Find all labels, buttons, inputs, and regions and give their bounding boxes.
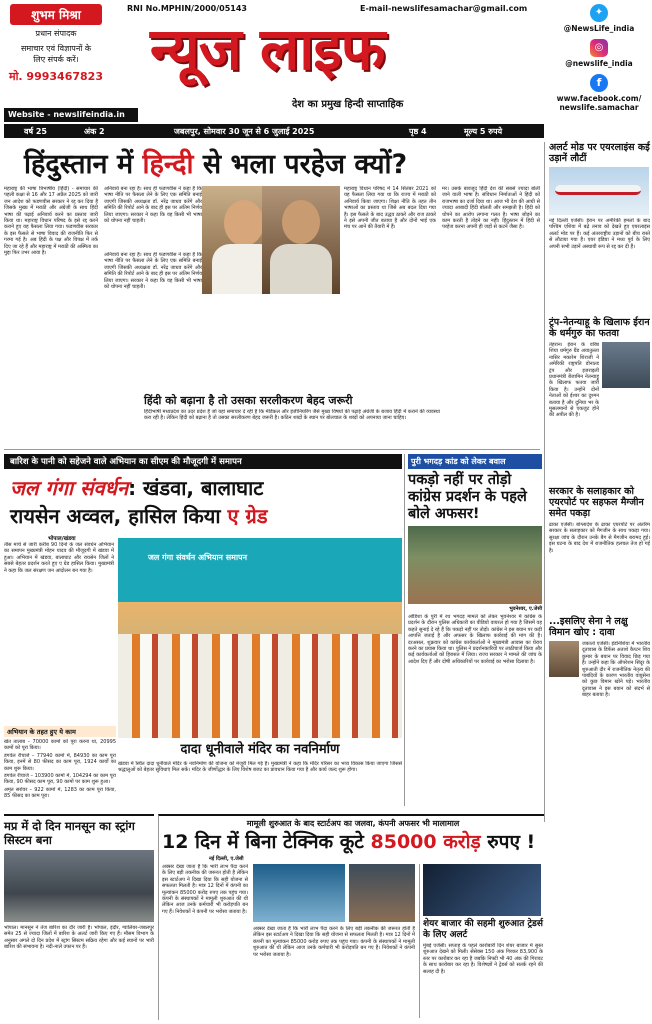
lead-col4: मर। उसके बावजूद हिंदी देश की सबसे ज्यादा बोली जाने वाली भाषा है। संविधान निर्माताओं ने हिंदी को राजभाषा का दर्जा दिया था। आज भी देश की आधी से ज्यादा आबादी हिंदी बोलती और समझती है। हिंदी को थोपने का आरोप लगाना गलत है। भाषा जोड़ने का काम करती है तोड़ने का नहीं। हिंदुस्तान में हिंदी से परहेज करना अपनी ही जड़ों से कटने जैसा है। — [442, 186, 540, 231]
jal-box — [4, 726, 116, 806]
jal-headline-a: जल गंगा संवर्धन — [10, 476, 129, 500]
startup-strap: मामूली शुरुआत के बाद स्टार्टअप का जलवा, कंपनी अफसर भी मालामाल — [246, 819, 460, 828]
email: E-mail-newslifesamachar@gmail.com — [360, 4, 528, 13]
airport-headline: सरकार के सलाहकार को एयरपोर्ट पर सहफल मैग्जीन समेत पकड़ा — [549, 486, 644, 519]
contact-line1: समाचार एवं विज्ञापनों के — [20, 44, 92, 53]
startup-text2: अक्सर देखा जाता है कि भारी लाभ पैदा करने के लिए बड़ी तकनीक की जरूरत होती है लेकिन इस स्टार्टअप ने दिखा दिया कि सही योजना से सफलता मिलती है। मात्र 12 दिनों में कंपनी का मूल्यांकन 85000 करोड़ रुपए तक पहुंच गया। कंपनी के संस्थापकों ने मामूली शुरुआत की थी लेकिन आज उनके कर्मचारी भी करोड़पति बन गए हैं। निवेशकों ने कंपनी पर भरोसा जताया है। — [253, 926, 415, 958]
startup-text: अक्सर देखा जाता है कि भारी लाभ पैदा करने के लिए बड़ी तकनीक की जरूरत होती है लेकिन इस स्टार्टअप ने दिखा दिया कि सही योजना से सफलता मिलती है। मात्र 12 दिनों में कंपनी का मूल्यांकन 85000 करोड़ रुपए तक पहुंच गया। कंपनी के संस्थापकों ने मामूली शुरुआत की थी लेकिन आज उनके कर्मचारी भी करोड़पति बन गए हैं। निवेशकों ने कंपनी पर भरोसा जताया है। — [162, 864, 248, 915]
monsoon-text: भोपाल। मानसून ने तेज बारिश का दौर जारी है। भोपाल, इंदौर, ग्वालियर-जबलपुर समेत 25 से ज्यादा जिलों में बारिश के अलर्ट जारी किए गए हैं। मौसम विभाग के अनुसार अगले दो दिन प्रदेश में स्ट्रांग सिस्टम सक्रिय रहेगा और कई स्थानों पर भारी बारिश की संभावना है। नदी-नाले उफान पर हैं। — [4, 925, 154, 951]
instagram-handle[interactable]: @newslife_india — [565, 59, 633, 68]
date: जबलपुर, सोमवार 30 जून से 6 जुलाई 2025 — [174, 127, 315, 136]
jal-text: तीस मार्च से जारी करीब 90 दिनों के जल संवर्धन अभियान का समापन मुख्यमंत्री मोहन यादव की मौजूदगी में खंडवा में हुआ। अभियान में खंडवा, बालाघाट और रायसेन जिलों ने सबसे बेहतर प्रदर्शन करते हुए ए ग्रेड हासिल किया। मुख्यमंत्री ने कहा कि जल संरक्षण जन आंदोलन बन गया है। — [4, 542, 114, 574]
lead-story — [4, 142, 540, 450]
jal-box-item: खेत तालाब – 70000 कामों को पूरा करना था, 20995 कामों को पूरा किया। — [4, 739, 116, 752]
lead-headline-hindi: हिन्दी — [142, 149, 194, 180]
jal-headline-d: ए ग्रेड — [227, 504, 268, 528]
puri-tag: पुरी भगदड़ कांड को लेकर बवाल — [408, 454, 542, 469]
jal-box-item: अमृत सरोवर – 922 कामों में, 1283 का काम पूरा किया, 85 फीसद का काम पूरा। — [4, 786, 116, 800]
jal-banner-text: जल गंगा संवर्धन अभियान समापन — [148, 553, 248, 562]
instagram-icon: ◎ — [590, 39, 608, 57]
puri-protest-photo — [408, 526, 542, 604]
editor-name: शुभम मिश्रा — [10, 4, 102, 25]
pages: पृष्ठ 4 — [409, 127, 427, 136]
price: मूल्य 5 रुपये — [464, 127, 503, 136]
trump-photo — [602, 342, 650, 388]
twitter-icon: ✦ — [590, 4, 608, 22]
raj-photo — [262, 186, 340, 294]
lead-col1: महाराष्ट्र की भाषा त्रिभाषीय (हिंदी) - समाचार की पहली कक्षा से 16 और 17 अप्रैल 2025 को जारी जन आदेश को फडणवीस सरकार ने रद्द कर दिया है जिसके मुख्य में मराठी और अंग्रेजी के साथ हिंदी भाषा की पढ़ाई अनिवार्य करने का प्रस्ताव जारी किया था। महाराष्ट्र विधान परिषद के इसे रद्द करने कराने हुए यह फैसला लिया गया। फडणवीस सरकार के इस फैसले से भाषा विवाद की राजनीति फिर से गरमा गई है। अब हिंदी के पक्ष और विपक्ष में तर्क दिए जा रहे हैं और महाराष्ट्र में मराठी की अस्मिता का मुद्दा फिर उभर आया है। — [4, 186, 98, 257]
lead-subtext: हिंदीभाषी मध्यप्रदेश का उदर प्रदेश है जो यहां समाचार दे रही है कि मेडिकल और इंजीनियरिंग जैसे मुख्य विषयों की पढ़ाई अंग्रेजी के बजाय हिंदी में कराने की व्यवस्था करा रही है। लेकिन हिंदी को बढ़ाना है तो उसका सरलीकरण बेहद जरूरी है। कठिन शब्दों के स्थान पर बोलचाल के शब्दों को अपनाया जाना चाहिए। — [144, 409, 440, 422]
lead-col2: अनिवार्य बना रहा है। साथ ही फडणवीस ने कहा है कि भाषा नीति पर फैसला लेने के लिए एक समिति बनाई जाएगी जिसकी अध्यक्षता डॉ. नरेंद्र जाधव करेंगे और समिति की रिपोर्ट आने के बाद ही इस पर अंतिम निर्णय लिया जाएगा। सरकार ने कहा कि वह किसी भी भाषा को थोपना नहीं चाहती। — [104, 186, 202, 225]
contact-line2: लिए संपर्क करें। — [33, 55, 79, 64]
website[interactable]: Website - newslifeindia.in — [4, 108, 138, 122]
startup-office-photo — [253, 864, 345, 922]
puri-dateline: भुवनेश्वर, ए.जेसी — [509, 606, 542, 612]
year: वर्ष 25 — [24, 127, 47, 136]
startup-story — [158, 814, 544, 1020]
alert-headline: अलर्ट मोड पर एयरलाइंस कई उड़ानें लौटीं — [549, 142, 650, 164]
jal-headline-c: रायसेन अव्वल, हासिल किया — [10, 504, 228, 528]
social-column — [548, 4, 650, 136]
puri-text: ओडिशा के पुरी में रथ भगदड़ मामले को लेकर भुवनेश्वर में कांग्रेस के प्रदर्शन के दौरान पुलिस अधिकारी का वीडियो वायरल हो गया है जिसमें वह कहते सुनाई दे रहे हैं कि पकड़ो नहीं पर तोड़ो। कांग्रेस ने इस बयान पर कड़ी आपत्ति जताई है और अफसर के खिलाफ कार्रवाई की मांग की है। दरअसल, शुक्रवार को कांग्रेस कार्यकर्ताओं ने मुख्यमंत्री आवास का घेराव करने का प्रयास किया था। पुलिस ने प्रदर्शनकारियों पर लाठीचार्ज किया और कई कार्यकर्ताओं को हिरासत में लिया। राज्य सरकार ने मामले की जांच के आदेश दिए हैं और दोषी अधिकारियों पर कार्रवाई का भरोसा दिलाया है। — [408, 614, 542, 665]
facebook-icon: f — [590, 74, 608, 92]
editor-box — [4, 4, 108, 104]
puri-story — [404, 454, 542, 806]
dada-text: खंडवा में स्थित दादा धूनीवाले मंदिर के नवनिर्माण की योजना को मंजूरी मिल गई है। मुख्यमंत्री ने कहा कि मंदिर परिसर का भव्य विकास किया जाएगा जिससे श्रद्धालुओं को बेहतर सुविधाएं मिल सकें। मंदिर के जीर्णोद्धार के लिए विशेष बजट का प्रावधान किया गया है और कार्य जल्द शुरू होगा। — [118, 761, 402, 774]
jal-strap: बारिश के पानी को सहेजने वाले अभियान का सीएम की मौजूदगी में समापन — [4, 454, 402, 469]
facebook-line2[interactable]: newslife.samachar — [559, 103, 639, 112]
army-text: जकार्ता एजेंसी। इंडोनेशिया में भारतीय दूतावास के डिफेंस अताशे कैप्टन शिव कुमार के बयान पर विवाद छिड़ गया है। उन्होंने कहा कि ऑपरेशन सिंदूर के शुरुआती दौर में राजनीतिक नेतृत्व की पाबंदियों के कारण भारतीय वायुसेना को कुछ विमान खोने पड़े। भारतीय दूतावास ने इस बयान को संदर्भ से बाहर बताया है। — [582, 641, 650, 699]
army-headline: ...इसलिए सेना ने लक्षु विमान खोए : दावा — [549, 616, 628, 638]
puri-headline: पकड़ो नहीं पर तोड़ो कांग्रेस प्रदर्शन के पहले बोले अफसर! — [408, 472, 527, 522]
rni: RNI No.MPHIN/2000/05143 — [127, 4, 247, 13]
jal-dateline: भोपाल/खंडवा — [48, 536, 76, 542]
startup-headline-c: रुपए ! — [480, 831, 536, 853]
lead-headline-part3: से भला परहेज क्यों? — [193, 149, 408, 180]
trump-headline: ट्रंप-नेतन्याहू के खिलाफ ईरान के धर्मगुरु का फतवा — [549, 317, 650, 339]
share-box — [419, 864, 543, 1018]
startup-founder-photo — [349, 864, 415, 922]
twitter-handle[interactable]: @NewsLife_india — [563, 24, 635, 33]
lead-col2b: अनिवार्य बना रहा है। साथ ही फडणवीस ने कहा है कि भाषा नीति पर फैसला लेने के लिए एक समिति बनाई जाएगी जिसकी अध्यक्षता डॉ. नरेंद्र जाधव करेंगे और समिति की रिपोर्ट आने के बाद ही इस पर अंतिम निर्णय लिया जाएगा। सरकार ने कहा कि वह किसी भी भाषा को थोपना नहीं चाहती। — [104, 252, 202, 291]
jal-event-photo — [118, 538, 402, 738]
masthead-title: न्यूज लाइफ — [150, 15, 385, 83]
share-chart-photo — [423, 864, 541, 916]
jal-headline-b: : खंडवा, बालाघाट — [128, 476, 264, 500]
date-bar — [4, 124, 544, 138]
dada-story — [118, 742, 402, 808]
startup-headline — [162, 830, 544, 854]
jal-headline-line2 — [10, 502, 268, 529]
official-photo — [549, 641, 579, 677]
startup-headline-a: 12 दिन में बिना टेक्निक कूटे — [162, 831, 371, 853]
jal-box-item: डगवेल रीचार्ज – 103900 कामों में, 104294 का काम पूरा किया, 90 फीसद काम पूरा, 90 कामों पर काम शुरू हुआ। — [4, 773, 116, 786]
aircraft-photo — [549, 167, 649, 215]
monsoon-story — [4, 814, 154, 1020]
tagline: देश का प्रमुख हिन्दी साप्ताहिक — [292, 99, 404, 110]
lead-headline-part1: हिंदुस्तान में — [24, 149, 143, 180]
trump-text: तेहरान। ईरान के वरिष्ठ शिया धर्मगुरु ग्रैंड अयातुल्ला नासिर मकारेम शिराजी ने अमेरिकी राष्ट्रपति डोनाल्ड ट्रंप और इजराइली प्रधानमंत्री बेंजामिन नेतन्याहू के खिलाफ फतवा जारी किया है। उन्होंने दोनों नेताओं को ईश्वर का दुश्मन बताया है और दुनिया भर के मुसलमानों से एकजुट होने की अपील की है। — [549, 342, 599, 419]
lead-subheadline: हिंदी को बढ़ाना है तो उसका सरलीकरण बेहद जरूरी — [144, 394, 353, 407]
lead-col3: महाराष्ट्र विधान परिषद में 14 सितंबर 2021 को यह फैसला लिया गया था कि राज्य में मराठी को अनिवार्य किया जाएगा। शिक्षा नीति के तहत तीन भाषाओं का प्रस्ताव था जिसे अब बदल दिया गया है। इस फैसले के बाद उद्धव ठाकरे और राज ठाकरे ने इसे अपनी जीत बताया है और दोनों भाई एक मंच पर आने की तैयारी में हैं। — [344, 186, 436, 231]
jal-headline-line1 — [10, 474, 263, 501]
monsoon-photo — [4, 850, 154, 922]
jal-box-title: अभियान के तहत हुए ये काम — [4, 726, 116, 737]
share-text: मुंबई एजेंसी। सप्ताह के पहले कारोबारी दिन शेयर बाजार में सुस्त शुरुआत देखने को मिली। सेंसेक्स 150 अंक गिरकर 83,900 के स्तर पर कारोबार कर रहा है जबकि निफ्टी भी 40 अंक की गिरावट के साथ कारोबार कर रहा है। विशेषज्ञों ने ट्रेडर्स को सतर्क रहने की सलाह दी है। — [423, 943, 543, 975]
editor-title: प्रधान संपादक — [35, 29, 77, 38]
issue: अंक 2 — [84, 127, 105, 136]
startup-dateline: नई दिल्ली, ए.जेसी — [209, 856, 244, 862]
monsoon-headline: मप्र में दो दिन मानसून का स्ट्रांग सिस्टम बना — [4, 819, 135, 847]
startup-headline-b: 85000 करोड़ — [370, 831, 481, 853]
jal-box-item: डगवेल रीचार्ज – 77940 कामों में, 84930 का काम पूरा किया, इनमें से 80 फीसद का काम पूरा, 1924 कार्यों का काम शुरू किया। — [4, 752, 116, 772]
right-column — [544, 142, 650, 822]
share-headline: शेयर बाजार की सहमी शुरुआत ट्रेडर्स के लिए अलर्ट — [423, 919, 543, 940]
phone: मो. 9993467823 — [9, 70, 103, 83]
masthead — [0, 0, 652, 140]
lead-headline — [24, 144, 407, 181]
dada-headline: दादा धूनीवाले मंदिर का नवनिर्माण — [180, 742, 340, 757]
facebook-line1[interactable]: www.facebook.com/ — [556, 94, 642, 103]
airport-text: ढाका एजेंसी। बांग्लादेश के ढाका एयरपोर्ट पर अंतरिम सरकार के सलाहकार को मैगजीन के साथ पकड़ा गया। सुरक्षा जांच के दौरान उनके बैग से मैगजीन बरामद हुई। इस घटना के बाद देश में राजनीतिक हलचल तेज हो गई है। — [549, 522, 650, 554]
alert-text: नई दिल्ली एजेंसी। ईरान पर अमेरिकी हमलों के बाद पश्चिम एशिया में बढ़े तनाव को देखते हुए एयरलाइंस अलर्ट मोड पर हैं। कई अंतरराष्ट्रीय उड़ानों को बीच रास्ते से लौटाया गया है। एयर इंडिया ने मध्य पूर्व के लिए अपनी सभी उड़ानें अस्थायी रूप से रद्द कर दी हैं। — [549, 218, 650, 250]
